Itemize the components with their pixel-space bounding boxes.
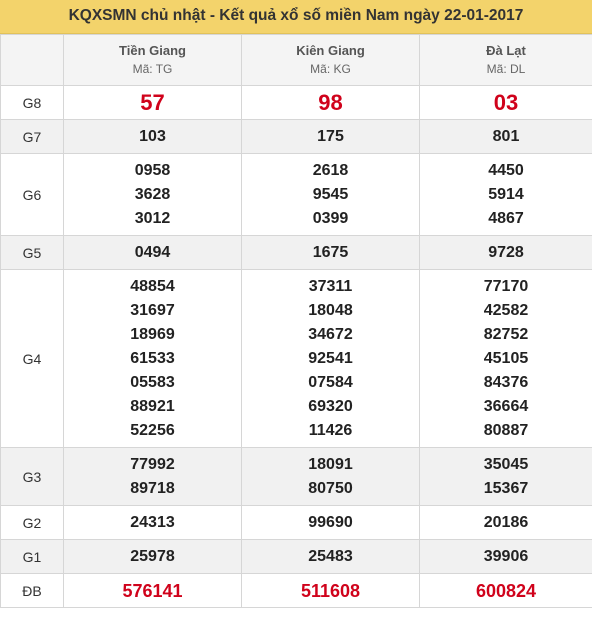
prize-number: 5914 [488, 185, 524, 203]
prize-cell [64, 236, 242, 270]
prize-number: 36664 [483, 397, 529, 415]
prize-rows [1, 86, 592, 608]
prize-label: G4 [1, 270, 64, 448]
province-name: Đà Lạt [486, 43, 526, 58]
prize-cell [420, 236, 592, 270]
prize-cell [420, 574, 592, 608]
province-code: Mã: TG [132, 62, 173, 76]
prize-number: 600824 [475, 580, 537, 601]
province-name: Tiền Giang [119, 43, 186, 58]
province-code: Mã: DL [486, 62, 526, 76]
prize-number: 31697 [130, 301, 175, 319]
prize-number: 82752 [483, 325, 529, 343]
prize-number: 84376 [483, 373, 529, 391]
prize-row-g6 [1, 154, 592, 236]
prize-cell [420, 154, 592, 236]
results-table [0, 34, 592, 608]
prize-number: 1675 [312, 243, 349, 261]
prize-row-g3 [1, 448, 592, 506]
prize-cell [420, 506, 592, 540]
prize-number: 801 [492, 127, 520, 145]
prize-label: G7 [1, 120, 64, 154]
prize-number: 35045 [483, 455, 529, 473]
prize-number: 9728 [488, 243, 524, 261]
prize-number: 9545 [312, 185, 349, 203]
prize-number: 18048 [308, 301, 353, 319]
prize-number: 89718 [130, 479, 175, 497]
prize-number: 25483 [308, 547, 353, 565]
prize-cell [64, 154, 242, 236]
prize-number: 92541 [308, 349, 353, 367]
prize-label: ĐB [1, 574, 64, 608]
prize-number: 175 [317, 127, 344, 145]
province-header-da-lat[interactable] [420, 35, 592, 86]
province-header-row [1, 35, 592, 86]
prize-number: 34672 [308, 325, 353, 343]
prize-number: 99690 [308, 513, 353, 531]
prize-number: 61533 [130, 349, 175, 367]
prize-number: 80887 [483, 421, 529, 439]
prize-number: 511608 [300, 580, 361, 601]
prize-label: G1 [1, 540, 64, 574]
prize-row-g1 [1, 540, 592, 574]
prize-number: 18969 [130, 325, 175, 343]
prize-cell [64, 506, 242, 540]
prize-number: 18091 [308, 455, 353, 473]
prize-cell [420, 270, 592, 448]
prize-cell [242, 236, 420, 270]
prize-cell [242, 574, 420, 608]
page-title: KQXSMN chủ nhật - Kết quả xổ số miền Nam ngày 22-01-2017 [0, 0, 592, 34]
prize-cell [64, 540, 242, 574]
prize-cell [242, 270, 420, 448]
prize-cell [64, 448, 242, 506]
prize-number: 52256 [130, 421, 175, 439]
prize-number: 2618 [312, 161, 349, 179]
prize-cell [242, 154, 420, 236]
prize-number: 77992 [130, 455, 175, 473]
prize-number: 3012 [134, 209, 171, 227]
prize-number: 07584 [308, 373, 353, 391]
prize-number: 20186 [483, 513, 529, 531]
prize-number: 77170 [483, 277, 529, 295]
empty-corner-cell [1, 35, 64, 86]
prize-number: 3628 [134, 185, 171, 203]
prize-row-g2 [1, 506, 592, 540]
prize-number: 57 [140, 89, 165, 115]
prize-cell [64, 86, 242, 120]
prize-row-g8 [1, 86, 592, 120]
prize-cell [420, 540, 592, 574]
prize-cell [242, 448, 420, 506]
prize-number: 24313 [130, 513, 175, 531]
prize-number: 11426 [308, 421, 353, 439]
prize-number: 576141 [122, 580, 183, 601]
prize-label: G3 [1, 448, 64, 506]
prize-label: G8 [1, 86, 64, 120]
prize-number: 45105 [483, 349, 529, 367]
prize-cell [242, 86, 420, 120]
prize-number: 05583 [130, 373, 175, 391]
prize-row-g4 [1, 270, 592, 448]
prize-number: 37311 [308, 277, 353, 295]
prize-label: G5 [1, 236, 64, 270]
prize-row-g5 [1, 236, 592, 270]
prize-label: G6 [1, 154, 64, 236]
prize-number: 0494 [134, 243, 171, 261]
prize-cell [242, 540, 420, 574]
prize-cell [420, 448, 592, 506]
prize-number: 0958 [134, 161, 171, 179]
prize-number: 88921 [130, 397, 175, 415]
prize-cell [420, 120, 592, 154]
prize-number: 4450 [488, 161, 524, 179]
prize-number: 15367 [483, 479, 529, 497]
province-header-tien-giang[interactable] [64, 35, 242, 86]
prize-number: 98 [318, 89, 343, 115]
prize-number: 42582 [483, 301, 529, 319]
prize-cell [64, 270, 242, 448]
prize-cell [242, 506, 420, 540]
prize-number: 0399 [312, 209, 349, 227]
prize-cell [420, 86, 592, 120]
prize-number: 69320 [308, 397, 353, 415]
prize-number: 103 [139, 127, 166, 145]
prize-row-đb [1, 574, 592, 608]
prize-cell [64, 120, 242, 154]
prize-row-g7 [1, 120, 592, 154]
prize-number: 25978 [130, 547, 175, 565]
prize-number: 80750 [308, 479, 353, 497]
prize-cell [64, 574, 242, 608]
province-code: Mã: KG [310, 62, 351, 76]
prize-number: 39906 [483, 547, 529, 565]
province-header-kien-giang[interactable] [242, 35, 420, 86]
prize-number: 4867 [488, 209, 524, 227]
province-name: Kiên Giang [296, 43, 365, 58]
prize-number: 03 [493, 89, 519, 115]
prize-cell [242, 120, 420, 154]
prize-number: 48854 [130, 277, 175, 295]
prize-label: G2 [1, 506, 64, 540]
